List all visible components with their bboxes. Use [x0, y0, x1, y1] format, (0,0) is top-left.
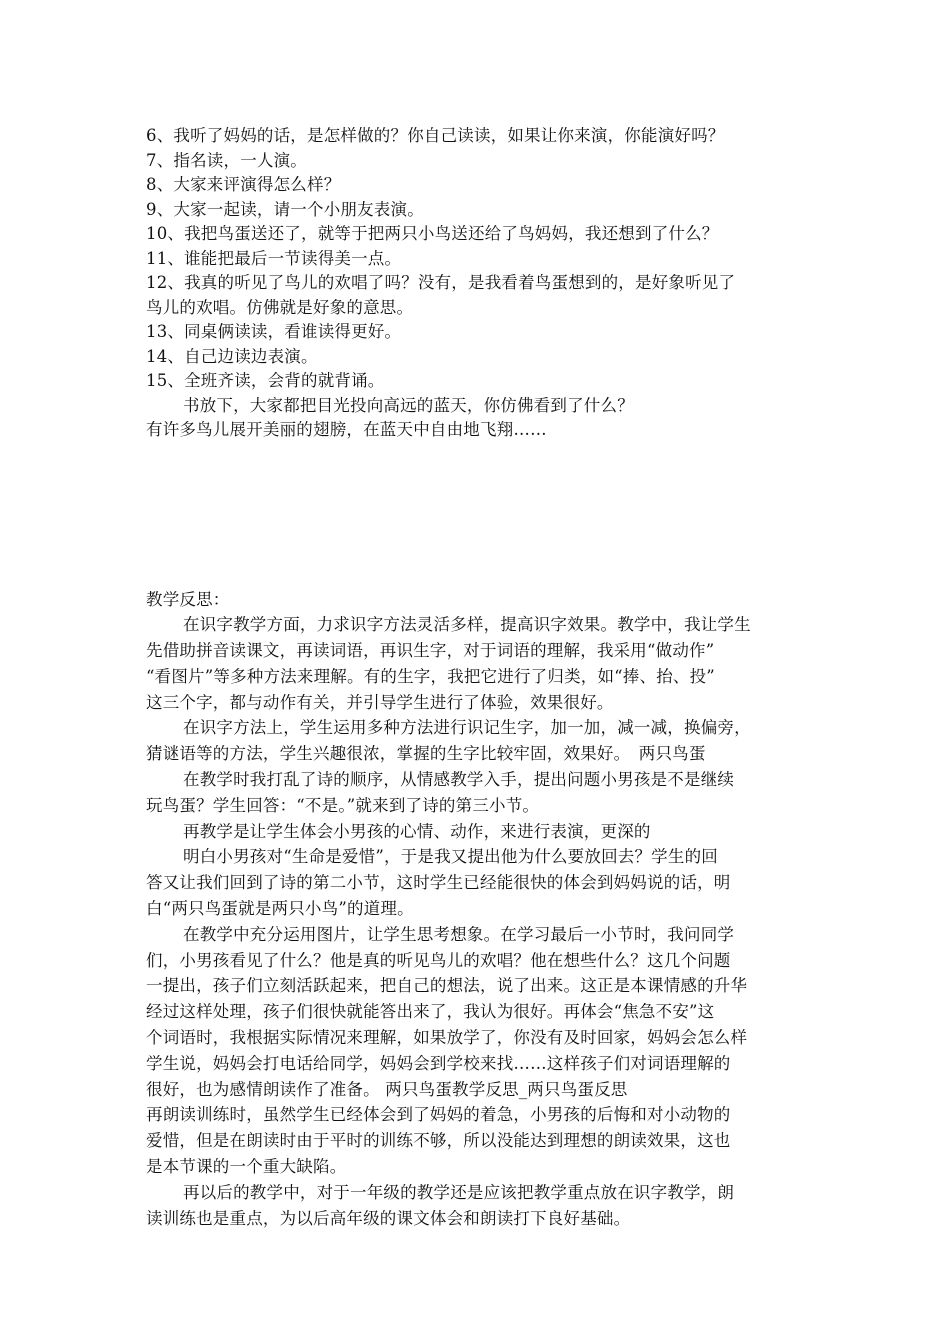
step-12-line: 12、我真的听见了鸟儿的欢唱了吗？没有，是我看着鸟蛋想到的，是好象听见了	[146, 273, 736, 292]
step-14-line: 14、自己边读边表演。	[146, 346, 318, 366]
blank-space	[146, 443, 816, 587]
reflection-line: 再以后的教学中，对于一年级的教学还是应该把教学重点放在识字教学，朗	[183, 1182, 735, 1202]
step-8-line: 8、大家来评演得怎么样？	[146, 175, 341, 194]
reflection-line: 猜谜语等的方法，学生兴趣很浓，掌握的生字比较牢固，效果好。 两只鸟蛋	[146, 744, 706, 764]
reflection-line: 一提出，孩子们立刻活跃起来，把自己的想法，说了出来。这正是本课情感的升华	[146, 976, 748, 996]
reflection-line: 学生说，妈妈会打电话给同学，妈妈会到学校来找……这样孩子们对词语理解的	[146, 1053, 731, 1073]
reflection-line: 爱惜，但是在朗读时由于平时的训练不够，所以没能达到理想的朗读效果，这也	[146, 1131, 731, 1151]
reflection-line: 再朗读训练时，虽然学生已经体会到了妈妈的着急，小男孩的后悔和对小动物的	[146, 1105, 731, 1125]
reflection-line: 读训练也是重点，为以后高年级的课文体会和朗读打下良好基础。	[146, 1208, 631, 1228]
reflection-line: 在教学中充分运用图片，让学生思考想象。在学习最后一小节时，我问同学	[183, 924, 735, 944]
reflection-line: 在识字教学方面，力求识字方法灵活多样，提高识字效果。教学中，我让学生	[183, 615, 751, 635]
step-6-line: 6、我听了妈妈的话，是怎样做的？你自己读读，如果让你来演，你能演好吗？	[146, 126, 725, 145]
reflection-line: 是本节课的一个重大缺陷。	[146, 1157, 347, 1177]
closing-question-line: 书放下，大家都把目光投向高远的蓝天，你仿佛看到了什么？	[183, 395, 634, 415]
closing-answer-line: 有许多鸟儿展开美丽的翅膀，在蓝天中自由地飞翔……	[146, 420, 547, 439]
reflection-line: 白“两只鸟蛋就是两只小鸟”的道理。	[146, 899, 414, 919]
reflection-line: “看图片”等多种方法来理解。有的生字，我把它进行了归类，如“捧、抬、投”	[146, 666, 715, 686]
step-10-line: 10、我把鸟蛋送还了，就等于把两只小鸟送还给了鸟妈妈，我还想到了什么？	[146, 224, 719, 243]
reflection-line: 在教学时我打乱了诗的顺序，从情感教学入手，提出问题小男孩是不是继续	[183, 770, 735, 790]
reflection-line: 先借助拼音读课文，再读词语，再识生字，对于词语的理解，我采用“做动作”	[146, 641, 715, 661]
reflection-line: 们，小男孩看见了什么？他是真的听见鸟儿的欢唱？他在想些什么？这几个问题	[146, 950, 731, 970]
step-11-line: 11、谁能把最后一节读得美一点。	[146, 248, 402, 268]
reflection-heading: 教学反思：	[146, 589, 230, 609]
reflection-line: 玩鸟蛋？学生回答：“不是。”就来到了诗的第三小节。	[146, 795, 540, 815]
step-7-line: 7、指名读，一人演。	[146, 150, 307, 170]
reflection-line: 明白小男孩对“生命是爱惜”，于是我又提出他为什么要放回去？学生的回	[183, 847, 718, 867]
lesson-steps-section	[146, 124, 816, 443]
step-13-line: 13、同桌俩读读，看谁读得更好。	[146, 322, 402, 341]
step-12-continued-line: 鸟儿的欢唱。仿佛就是好象的意思。	[146, 297, 414, 317]
step-9-line: 9、大家一起读，请一个小朋友表演。	[146, 199, 424, 219]
reflection-line: 答又让我们回到了诗的第二小节，这时学生已经能很快的体会到妈妈说的话，明	[146, 873, 731, 893]
reflection-line: 个词语时，我根据实际情况来理解，如果放学了，你没有及时回家，妈妈会怎么样	[146, 1028, 748, 1048]
step-15-line: 15、全班齐读，会背的就背诵。	[146, 371, 385, 390]
reflection-line: 在识字方法上，学生运用多种方法进行识记生字，加一加，减一减，换偏旁，	[183, 718, 751, 738]
document-page	[146, 124, 816, 1231]
reflection-line: 再教学是让学生体会小男孩的心情、动作，来进行表演，更深的	[183, 821, 651, 841]
reflection-line: 经过这样处理，孩子们很快就能答出来了，我认为很好。再体会“焦急不安”这	[146, 1002, 715, 1022]
reflection-line: 这三个字，都与动作有关，并引导学生进行了体验，效果很好。	[146, 692, 614, 712]
reflection-line: 很好，也为感情朗读作了准备。 两只鸟蛋教学反思_两只鸟蛋反思	[146, 1079, 628, 1099]
teaching-reflection-section	[146, 587, 816, 1232]
